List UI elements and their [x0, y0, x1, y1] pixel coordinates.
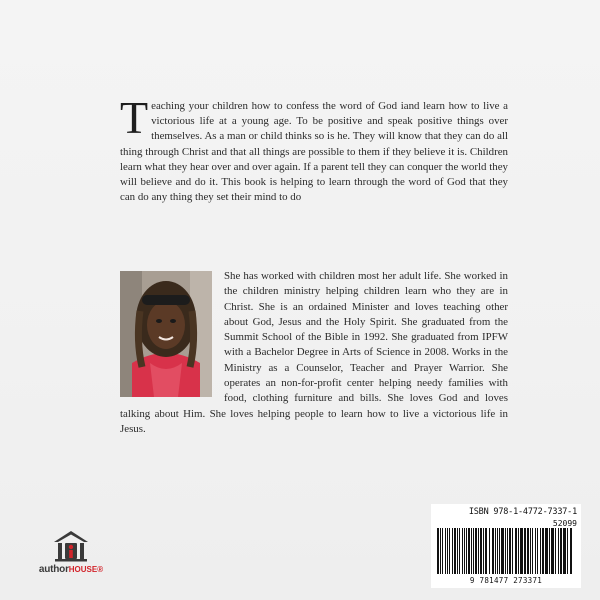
- barcode-bar: [449, 528, 450, 574]
- barcode-bar: [555, 528, 556, 574]
- barcode-bar: [471, 528, 472, 574]
- barcode-bar: [464, 528, 465, 574]
- barcode-bar: [489, 528, 490, 574]
- barcode-bar: [468, 528, 470, 574]
- barcode-bar: [545, 528, 548, 574]
- barcode-bar: [473, 528, 474, 574]
- author-photo: [120, 271, 212, 397]
- registered-mark: ®: [97, 565, 104, 574]
- barcode-digits: 9 781477 273371: [469, 576, 543, 585]
- barcode-bar: [540, 528, 541, 574]
- barcode-bar: [495, 528, 496, 574]
- barcode-bar: [535, 528, 536, 574]
- barcode-bar: [497, 528, 498, 574]
- barcode-bar: [530, 528, 531, 574]
- barcode-bar: [558, 528, 559, 574]
- barcode-bar: [454, 528, 456, 574]
- publisher-name-part2: HOUSE: [68, 565, 98, 574]
- barcode-bar: [437, 528, 439, 574]
- barcode-bar: [567, 528, 568, 574]
- author-portrait-image: [120, 271, 212, 397]
- barcode-bar: [512, 528, 513, 574]
- barcode-bar: [527, 528, 529, 574]
- barcode-bar: [480, 528, 482, 574]
- publisher-name: [30, 564, 112, 575]
- price-code: 52099: [552, 519, 577, 528]
- barcode-bar: [459, 528, 460, 574]
- authorhouse-house-logo-icon: [53, 530, 89, 562]
- barcode-bar: [509, 528, 511, 574]
- barcode-bar: [570, 528, 572, 574]
- barcode-bar: [524, 528, 526, 574]
- isbn-barcode: [431, 504, 581, 588]
- barcode-bar: [518, 528, 519, 574]
- barcode-bar: [520, 528, 523, 574]
- barcode-bar: [549, 528, 550, 574]
- barcode-bar: [440, 528, 441, 574]
- barcode-bar: [551, 528, 554, 574]
- barcode-bar: [515, 528, 517, 574]
- barcode-bar: [501, 528, 504, 574]
- isbn-number: ISBN 978-1-4772-7337-1: [468, 507, 577, 517]
- author-bio-text: She has worked with children most her adult life. She worked in the children ministry helping children learn who they are in Christ. She is an ordained Minister and loves teaching other about God, Jesus and the Holy Spirit. She graduated from the Summit School of the Bible in 1992. She graduated from IPFW with a Bachelor Degree in Arts of Science in 2008. Works in the Ministry as a Counselor, Teacher and Prayer Warrior. She operates an non-for-profit center helping needy families with food, clothing furniture and bills. She loves God and loves talking about Him. She loves helping people to learn how to live a victorious life in Jesus.: [120, 270, 508, 435]
- barcode-bar: [452, 528, 453, 574]
- barcode-bar: [507, 528, 508, 574]
- barcode-bar: [475, 528, 477, 574]
- barcode-bar: [542, 528, 544, 574]
- publisher-logo: [30, 530, 112, 575]
- barcode-bar: [462, 528, 463, 574]
- publisher-name-part1: author: [38, 564, 69, 575]
- barcode-bar: [499, 528, 500, 574]
- barcode-bar: [485, 528, 487, 574]
- barcode-bar: [483, 528, 484, 574]
- barcode-bar: [560, 528, 562, 574]
- blurb-text: eaching your children how to confess the word of God iand learn how to live a victorious life at a young age. To be positive and speak positive things over themselves. As a man or child thinks so is he. They will know that they can do all thing through Christ and that all things are possible to them if they believe it is. Children learn what they hear over and over again. If a parent tell they can conquer the world they will believe and do it. This book is helping to learn through the word of God that they can do any thing they set their mind to do: [120, 100, 508, 204]
- barcode-bar: [457, 528, 458, 574]
- barcode-bar: [478, 528, 479, 574]
- barcode-bar: [447, 528, 448, 574]
- barcode-bar: [563, 528, 566, 574]
- back-cover-blurb: [120, 92, 508, 205]
- author-bio-section: [120, 269, 508, 437]
- barcode-bar: [492, 528, 494, 574]
- barcode-bars: [437, 528, 575, 574]
- barcode-bar: [537, 528, 538, 574]
- barcode-bar: [505, 528, 506, 574]
- drop-cap-letter: T: [120, 92, 149, 143]
- barcode-bar: [466, 528, 467, 574]
- barcode-bar: [532, 528, 533, 574]
- barcode-bar: [442, 528, 443, 574]
- barcode-bar: [445, 528, 446, 574]
